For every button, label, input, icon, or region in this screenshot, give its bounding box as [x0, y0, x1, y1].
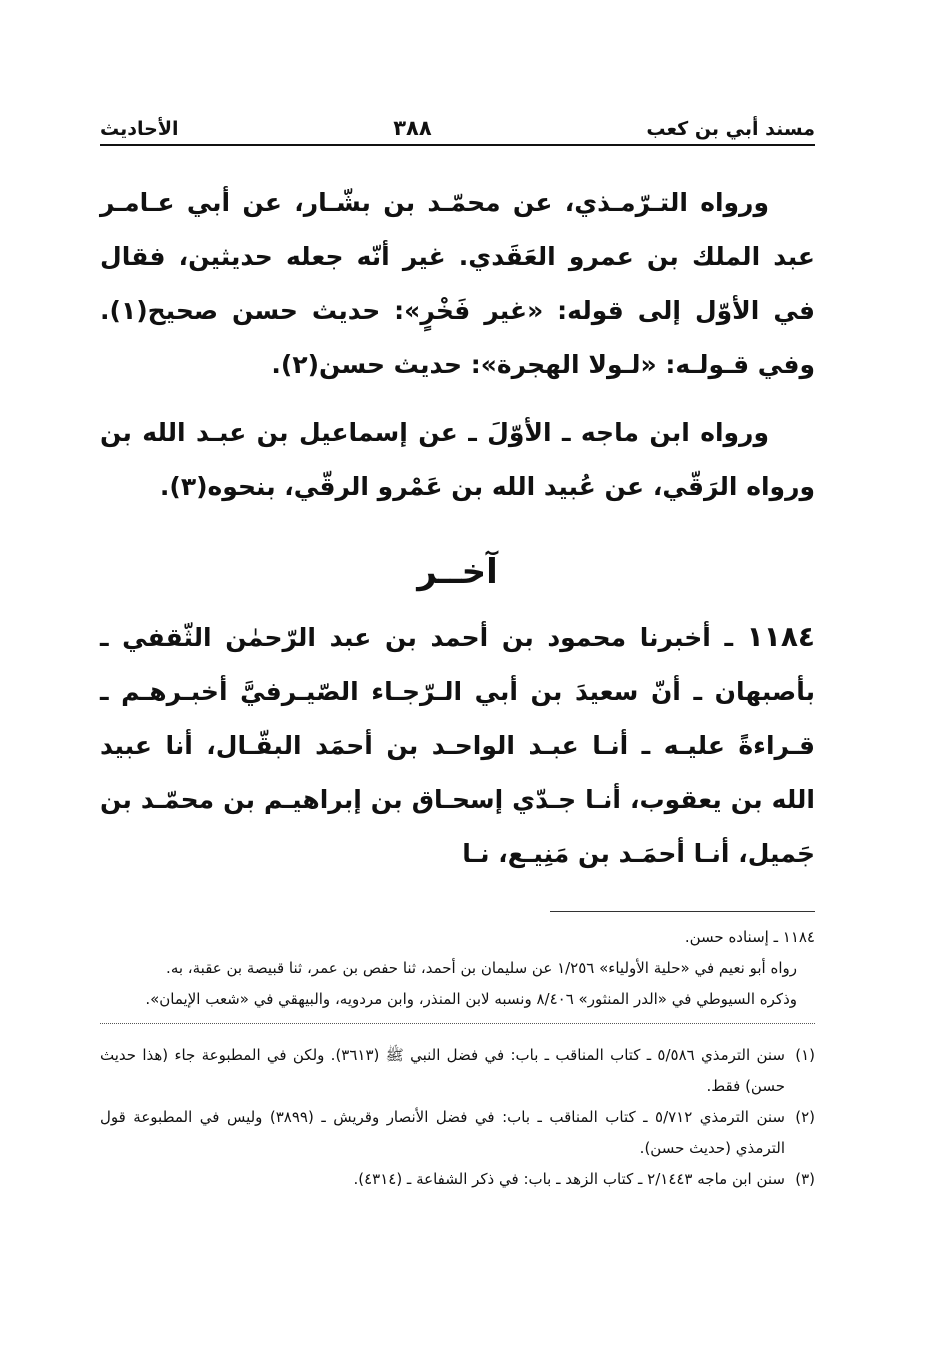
- takhrij-source-suyuti: وذكره السيوطي في «الدر المنثور» ٨/٤٠٦ ونسبه لابن المنذر، وابن مردويه، والبيهقي في «شعب الإيمان».: [145, 990, 797, 1008]
- footnote: [100, 1102, 815, 1164]
- takhrij-block: [100, 922, 815, 1015]
- page-number: ٣٨٨: [393, 116, 432, 140]
- hadith-text: ـ أخبرنا محمود بن أحمد بن عبد الرّحمٰن الثّقفي ـ بأصبهان ـ أنّ سعيدَ بن أبي الـرّجـاء الصّيـرفيَّ أخبـرهـم ـ قـراءةً عليـه ـ أنـا عبـد الواحـد بن أحمَد البقّـال، أنا عبيد الله بن يعقوب، أنـا جـدّي إسحـاق بن إبراهيـم بن محمّـد بن جَميل، أنـا أحمَـد بن مَنِيـع، نـا: [100, 623, 815, 868]
- footnote-text: سنن الترمذي ٥/٧١٢ ـ كتاب المناقب ـ باب: في فضل الأنصار وقريش ـ (٣٨٩٩) وليس في المطبوعة قول الترمذي (حديث حسن).: [100, 1108, 785, 1157]
- hadith-number: ١١٨٤: [746, 620, 815, 653]
- footnote: [100, 1040, 815, 1102]
- footnote-mark: (٢): [795, 1108, 815, 1126]
- running-header: [100, 100, 815, 146]
- paragraph-tirmidhi: ورواه التـرّمـذي، عن محمّـد بن بشّـار، عن أبي عـامـر عبد الملك بن عمرو العَقَدي. غير أنّه جعله حديثين، فقال في الأوّل إلى قوله: «غير فَخْرٍ»: حديث حسن صحيح(١). وفي قـولـه: «لـولا الهجرة»: حديث حسن(٢).: [100, 188, 815, 379]
- section-title: آخــر: [417, 552, 498, 592]
- footnote-mark: (١): [795, 1046, 815, 1064]
- paragraph-ibn-majah: ورواه ابن ماجه ـ الأوّلَ ـ عن إسماعيل بن عبـد الله بن ورواه الرَقّي، عن عُبيد الله بن عَمْرو الرقّي، بنحوه(٣).: [100, 418, 815, 501]
- book-page: [100, 100, 815, 1195]
- section-name: الأحاديث: [100, 118, 179, 140]
- book-title: مسند أبي بن كعب: [646, 118, 815, 140]
- footnote-text: سنن الترمذي ٥/٥٨٦ ـ كتاب المناقب ـ باب: في فضل النبي ﷺ (٣٦١٣). ولكن في المطبوعة جاء (هذا حديث حسن) فقط.: [100, 1046, 785, 1095]
- takhrij-source-abu-nuaym: رواه أبو نعيم في «حلية الأولياء» ١/٢٥٦ عن سليمان بن أحمد، ثنا حفص بن عمر، ثنا قبيصة بن عقبة، به.: [166, 959, 797, 977]
- hadith-1184: [100, 610, 815, 881]
- footnote-text: سنن ابن ماجه ٢/١٤٤٣ ـ كتاب الزهد ـ باب: في ذكر الشفاعة ـ (٤٣١٤).: [353, 1170, 785, 1188]
- dotted-separator: [100, 1023, 815, 1024]
- footnotes: [100, 1040, 815, 1195]
- footnote-mark: (٣): [795, 1170, 815, 1188]
- takhrij-grade: ١١٨٤ ـ إسناده حسن.: [684, 928, 815, 946]
- footnote: [100, 1164, 815, 1195]
- footnote-separator: [550, 911, 815, 912]
